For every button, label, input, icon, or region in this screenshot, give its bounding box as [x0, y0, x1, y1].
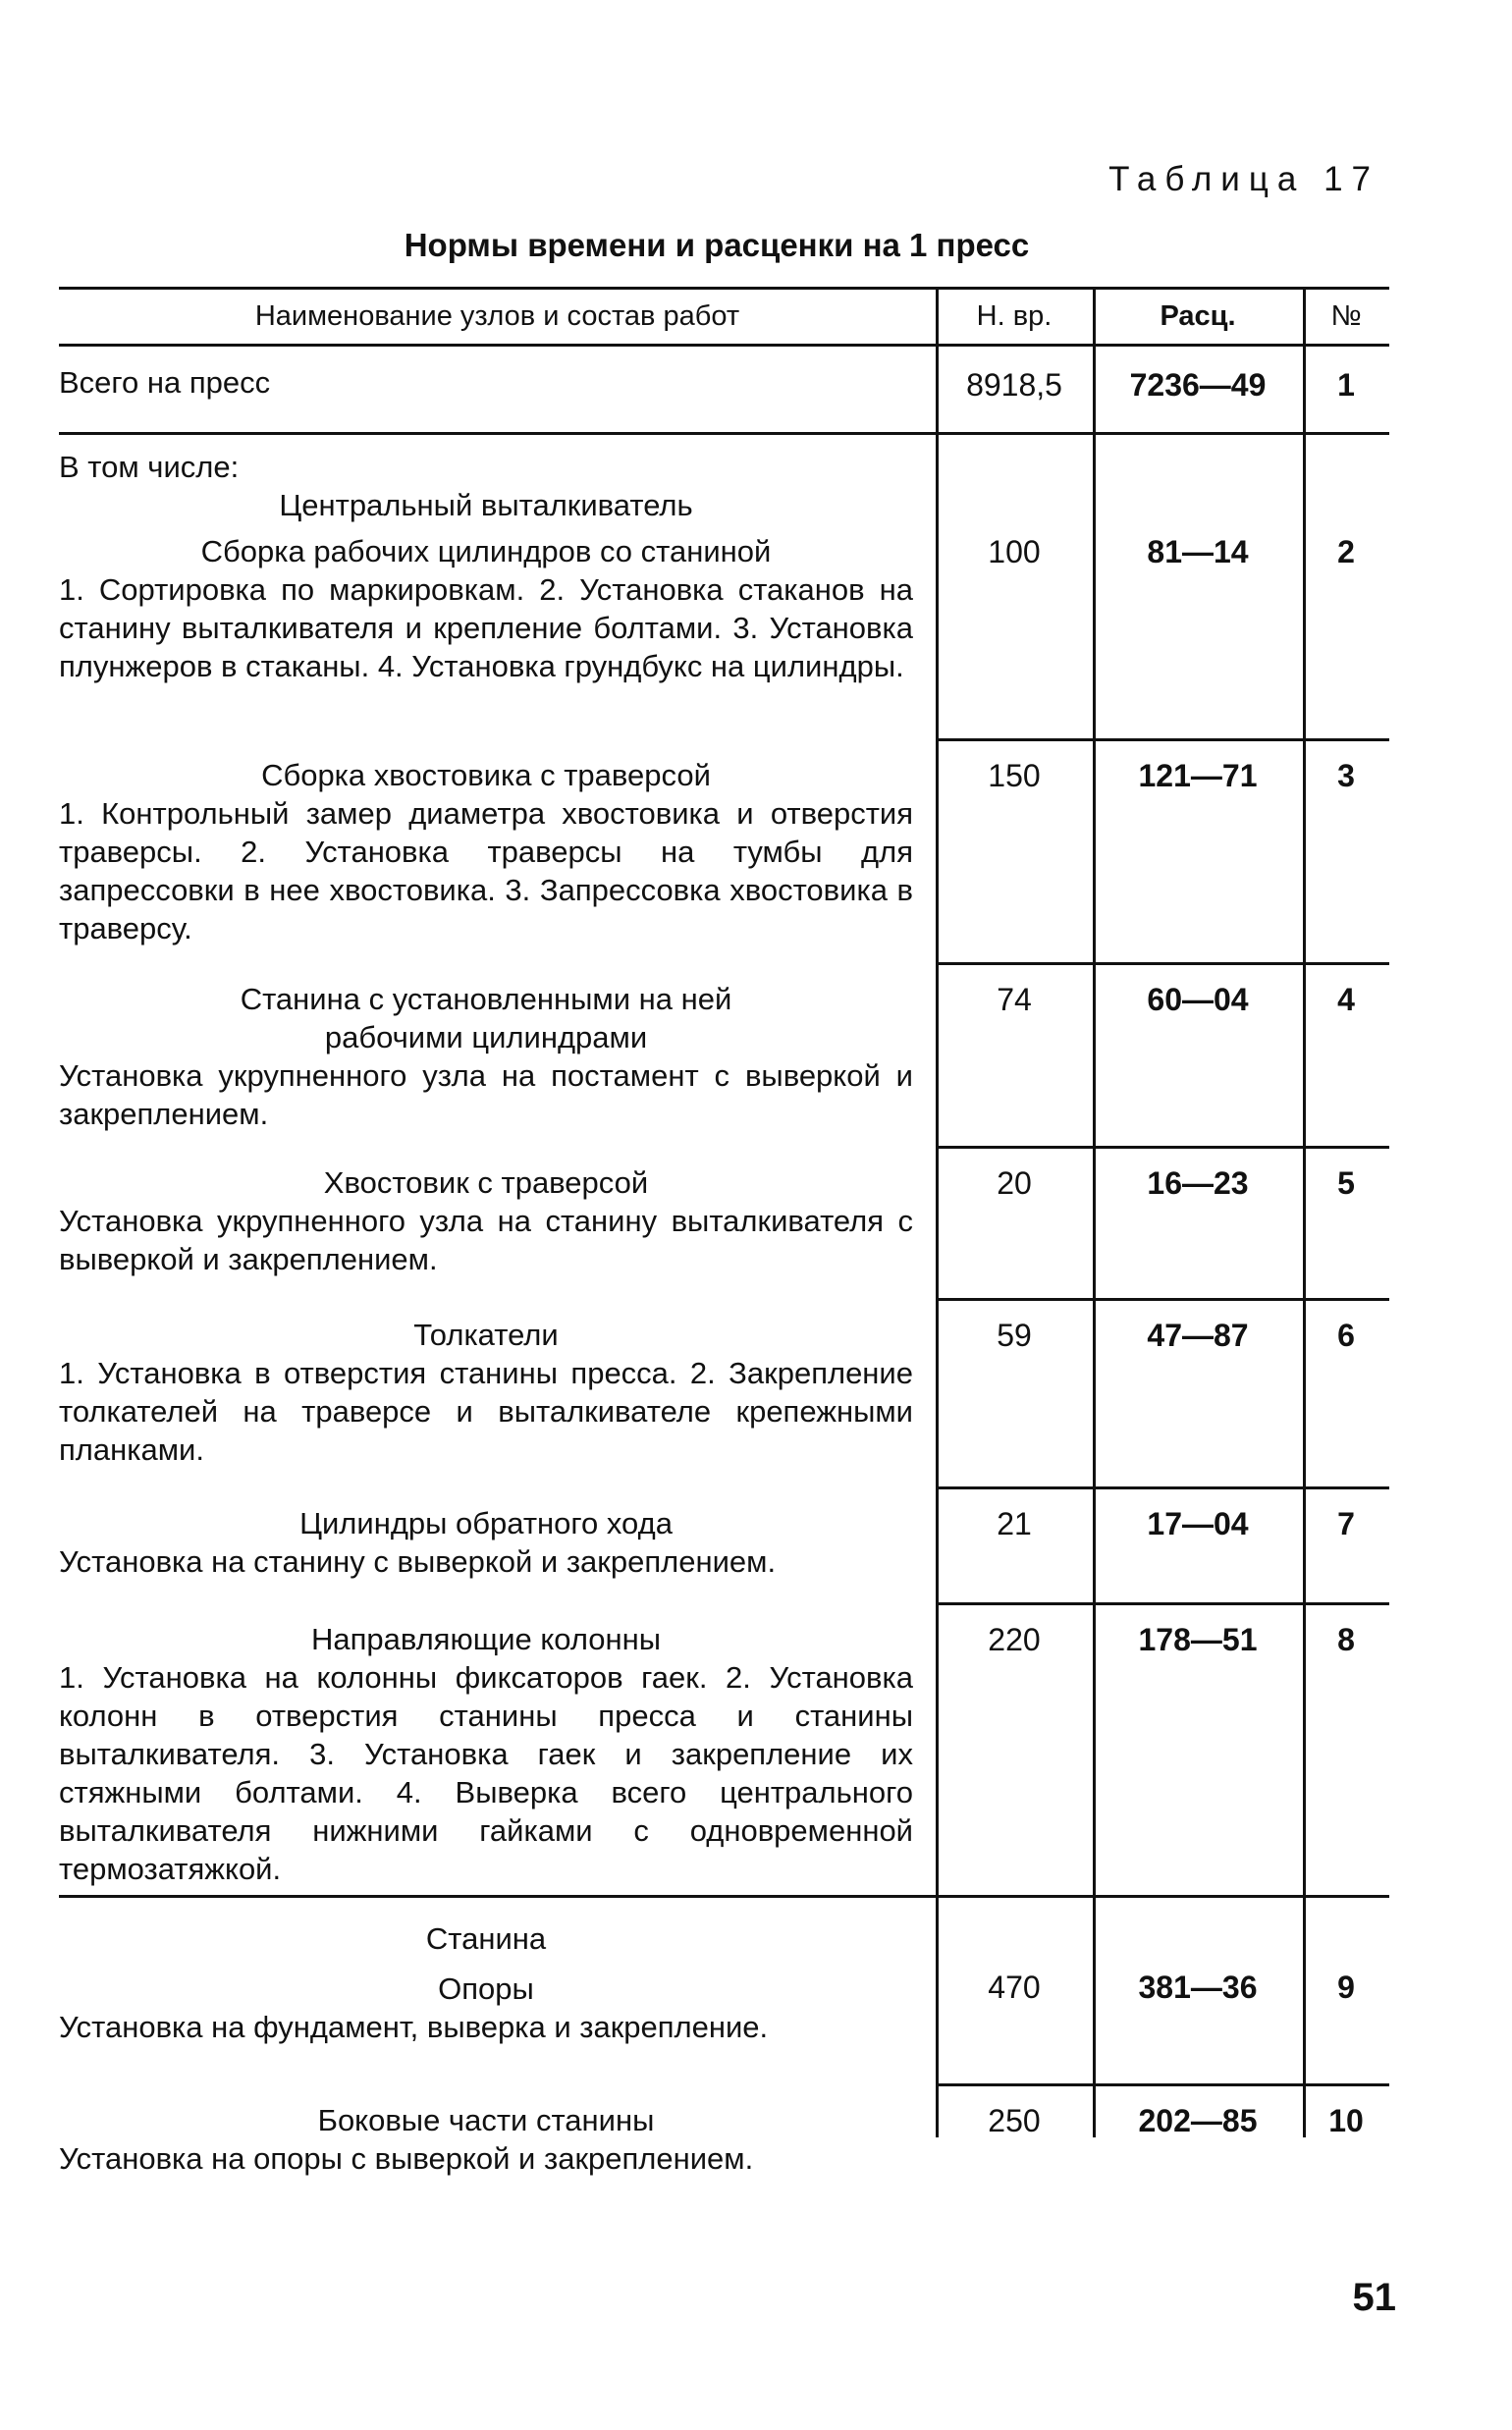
row-norm: 250 [988, 2103, 1041, 2138]
page-number: 51 [1352, 2276, 1396, 2319]
row-title: Хвостовик с траверсой [323, 1165, 649, 1200]
row-rule [936, 2083, 1389, 2086]
total-label: Всего на пресс [59, 365, 271, 400]
row-rate: 202—85 [1138, 2103, 1258, 2138]
row-description [59, 532, 913, 685]
table-caption: Нормы времени и расценки на 1 пресс [404, 227, 1030, 263]
row-num: 4 [1337, 982, 1355, 1017]
table-label: Таблица 17 [1108, 160, 1379, 198]
row-num: 6 [1337, 1318, 1355, 1353]
row-rule [936, 1602, 1389, 1605]
row-norm: 150 [988, 758, 1041, 793]
row-title: Опоры [438, 1971, 534, 2006]
row-title: Сборка хвостовика с траверсой [261, 758, 711, 792]
row-description [59, 2101, 913, 2178]
row-text: Установка на фундамент, выверка и закрепление. [59, 2010, 769, 2044]
row-norm: 100 [988, 534, 1041, 569]
row-rule [936, 738, 1389, 741]
row-text: 1. Контрольный замер диаметра хвостовика и отверстия траверсы. 2. Установка траверсы на тумбы для запрессовки в нее хвостовика. 3. Запрессовка хвостовика в траверсу. [59, 796, 913, 945]
header-num: № [1330, 299, 1362, 332]
row-description [59, 1620, 913, 1888]
row-norm: 74 [997, 982, 1032, 1017]
row-rate: 60—04 [1147, 982, 1249, 1017]
row-description [59, 1919, 913, 2046]
row-text: Установка укрупненного узла на постамент с выверкой и закреплением. [59, 1058, 913, 1131]
including-label: В том числе: [59, 450, 240, 484]
row-title: Боковые части станины [317, 2103, 655, 2137]
total-bottom-rule [59, 432, 1389, 435]
header-name: Наименование узлов и состав работ [254, 299, 740, 332]
group-header [59, 448, 913, 524]
row-num: 8 [1337, 1622, 1355, 1657]
row-title: Направляющие колонны [310, 1622, 662, 1656]
row-norm: 59 [997, 1318, 1032, 1353]
row-rate: 16—23 [1147, 1165, 1249, 1201]
row-text: 1. Установка в отверстия станины пресса. 2. Закрепление толкателей на траверсе и выталкивателе крепежными планками. [59, 1356, 913, 1467]
row-num: 10 [1328, 2103, 1364, 2138]
section-rule [59, 1895, 1389, 1898]
row-description [59, 1316, 913, 1469]
row-norm: 21 [997, 1506, 1032, 1541]
total-num: 1 [1337, 367, 1355, 403]
row-rule [936, 1486, 1389, 1489]
row-description [59, 756, 913, 947]
row-rate: 81—14 [1147, 534, 1249, 569]
row-norm: 220 [988, 1622, 1041, 1657]
row-rule [936, 962, 1389, 965]
row-rate: 121—71 [1138, 758, 1258, 793]
row-text: Установка на опоры с выверкой и закреплением. [59, 2141, 754, 2176]
row-text: Установка укрупненного узла на станину выталкивателя с выверкой и закреплением. [59, 1204, 913, 1276]
row-text: Установка на станину с выверкой и закреплением. [59, 1544, 777, 1579]
row-text: 1. Сортировка по маркировкам. 2. Установка стаканов на станину выталкивателя и крепление болтами. 3. Установка плунжеров в стаканы. 4. Установка грундбукс на цилиндры. [59, 572, 913, 683]
row-description [59, 980, 913, 1133]
row-description [59, 1163, 913, 1278]
row-rule [936, 1298, 1389, 1301]
row-rate: 47—87 [1147, 1318, 1249, 1353]
row-rate: 17—04 [1147, 1506, 1249, 1541]
row-text: 1. Установка на колонны фиксаторов гаек. 2. Установка колонн в отверстия станины пресса и станины выталкивателя. 3. Установка гаек и закрепление их стяжными болтами. 4. Выверка всего центрального выталкивателя нижними гайками с одновременной термозатяжкой. [59, 1660, 913, 1886]
row-rule [936, 1146, 1389, 1149]
row-norm: 470 [988, 1970, 1041, 2005]
row-num: 5 [1337, 1165, 1355, 1201]
row-title: Станина с установленными на ней рабочими цилиндрами [240, 982, 732, 1054]
row-title: Толкатели [413, 1318, 559, 1352]
row-rate: 381—36 [1138, 1970, 1258, 2005]
row-num: 9 [1337, 1970, 1355, 2005]
group-title: Центральный выталкиватель [279, 488, 693, 522]
header-norm: Н. вр. [976, 299, 1053, 332]
row-title: Сборка рабочих цилиндров со станиной [200, 534, 772, 568]
row-num: 2 [1337, 534, 1355, 569]
total-rate: 7236—49 [1129, 367, 1267, 403]
total-norm: 8918,5 [966, 367, 1062, 403]
row-num: 7 [1337, 1506, 1355, 1541]
group-title: Станина [425, 1921, 547, 1956]
row-rate: 178—51 [1138, 1622, 1258, 1657]
row-norm: 20 [997, 1165, 1032, 1201]
row-title: Цилиндры обратного хода [299, 1506, 673, 1540]
row-num: 3 [1337, 758, 1355, 793]
row-description [59, 1504, 913, 1581]
header-rate: Расц. [1160, 299, 1236, 332]
